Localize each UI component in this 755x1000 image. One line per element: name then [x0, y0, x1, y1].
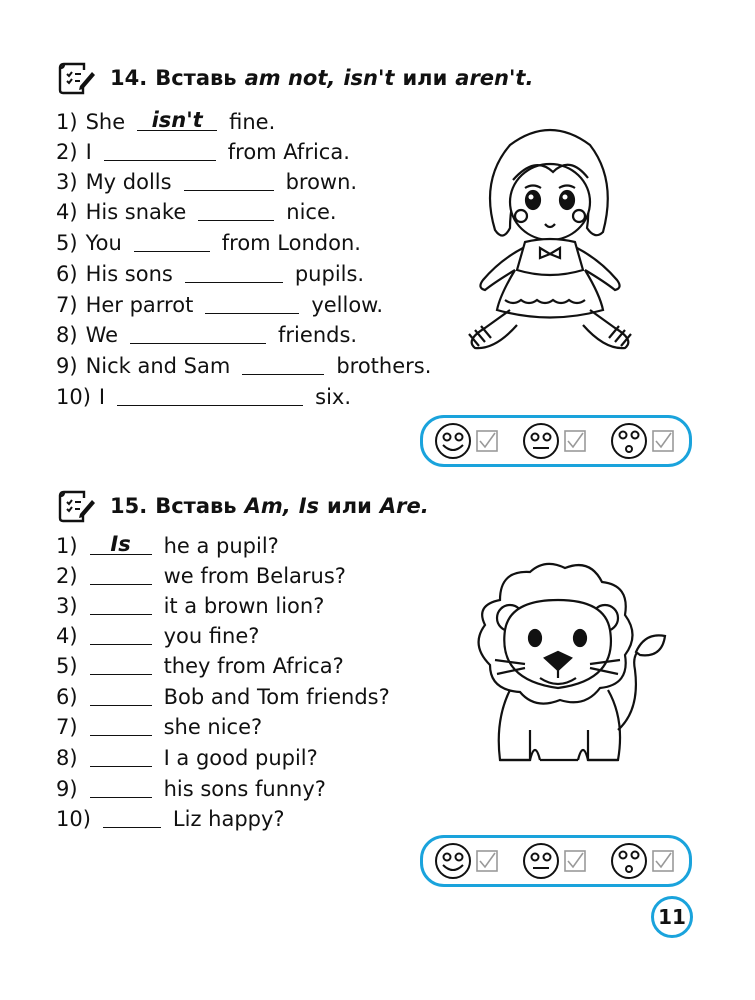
- sentence-end: pupils.: [294, 262, 365, 286]
- sentence-start: We: [85, 323, 119, 347]
- line-number: 3): [56, 170, 78, 194]
- exercise-15-heading: [58, 488, 429, 524]
- sentence-start: I: [85, 140, 92, 164]
- answer-blank[interactable]: [90, 594, 152, 615]
- option-isnt: isn't: [343, 66, 395, 90]
- sentence-end: he a pupil?: [163, 534, 279, 558]
- sentence-end: brothers.: [336, 354, 432, 378]
- connector-word: или: [327, 494, 372, 518]
- exercise-line: [56, 262, 364, 286]
- connector-word: или: [402, 66, 448, 90]
- sentence-end: they from Africa?: [163, 654, 344, 678]
- exercise-line: [56, 777, 326, 801]
- line-number: 7): [56, 715, 78, 739]
- option-arent: aren't.: [455, 66, 534, 90]
- sentence-end: we from Belarus?: [163, 564, 346, 588]
- instruction-word: Вставь: [155, 494, 237, 518]
- exercise-line: [56, 110, 275, 134]
- sentence-end: from London.: [221, 231, 361, 255]
- sentence-end: from Africa.: [227, 140, 350, 164]
- line-number: 10): [56, 807, 91, 831]
- sentence-start: His sons: [85, 262, 173, 286]
- line-number: 1): [56, 110, 78, 134]
- answer-blank[interactable]: [130, 323, 266, 344]
- doll-illustration: [455, 120, 645, 350]
- exercise-line: [56, 354, 431, 378]
- sentence-end: nice.: [286, 200, 337, 224]
- sentence-end: six.: [315, 385, 352, 409]
- answer-blank[interactable]: [90, 624, 152, 645]
- exercise-line: [56, 293, 383, 317]
- sentence-start: Her parrot: [85, 293, 194, 317]
- sentence-end: I a good pupil?: [163, 746, 318, 770]
- exercise-line: [56, 654, 344, 678]
- answer-blank[interactable]: [185, 262, 283, 283]
- sentence-start: Nick and Sam: [85, 354, 231, 378]
- sentence-end: you fine?: [163, 624, 260, 648]
- answer-blank[interactable]: [134, 231, 210, 252]
- option-is: Is: [298, 494, 320, 518]
- line-number: 4): [56, 200, 78, 224]
- exercise-number: 14.: [110, 66, 148, 90]
- self-assessment-box-2: [420, 835, 692, 887]
- line-number: 4): [56, 624, 78, 648]
- exercise-line: [56, 715, 262, 739]
- answer-blank[interactable]: [198, 200, 274, 221]
- line-number: 6): [56, 685, 78, 709]
- line-number: 9): [56, 777, 78, 801]
- happy-face-icon: [436, 424, 470, 458]
- answer-blank[interactable]: [103, 807, 161, 828]
- answer-blank[interactable]: [137, 110, 217, 131]
- sentence-end: Bob and Tom friends?: [163, 685, 390, 709]
- sentence-end: fine.: [229, 110, 276, 134]
- sentence-start: My dolls: [85, 170, 172, 194]
- exercise-line: [56, 231, 361, 255]
- sentence-start: She: [85, 110, 126, 134]
- answer-blank[interactable]: [184, 170, 274, 191]
- line-number: 8): [56, 746, 78, 770]
- line-number: 1): [56, 534, 78, 558]
- answer-blank[interactable]: [117, 385, 303, 406]
- exercise-number: 15.: [110, 494, 148, 518]
- line-number: 10): [56, 385, 91, 409]
- line-number: 8): [56, 323, 78, 347]
- option-are: Are.: [379, 494, 429, 518]
- exercise-line: [56, 534, 279, 558]
- neutral-face-icon: [524, 424, 558, 458]
- answer-blank[interactable]: [90, 564, 152, 585]
- answer-blank[interactable]: [242, 354, 324, 375]
- exercise-line: [56, 200, 337, 224]
- confused-face-icon: [612, 844, 646, 878]
- answer-blank[interactable]: [90, 746, 152, 767]
- sentence-end: his sons funny?: [163, 777, 326, 801]
- exercise-line: [56, 807, 285, 831]
- answer-blank[interactable]: [90, 534, 152, 555]
- option-am: Am,: [244, 494, 291, 518]
- sentence-end: yellow.: [311, 293, 384, 317]
- sentence-end: Liz happy?: [172, 807, 285, 831]
- line-number: 2): [56, 564, 78, 588]
- answer-blank[interactable]: [90, 715, 152, 736]
- line-number: 9): [56, 354, 78, 378]
- line-number: 2): [56, 140, 78, 164]
- page-number: 11: [651, 896, 693, 938]
- line-number: 5): [56, 231, 78, 255]
- answer-blank[interactable]: [104, 140, 216, 161]
- sentence-end: it a brown lion?: [163, 594, 325, 618]
- instruction-word: Вставь: [155, 66, 237, 90]
- exercise-line: [56, 594, 324, 618]
- exercise-line: [56, 323, 357, 347]
- exercise-line: [56, 170, 357, 194]
- exercise-line: [56, 685, 390, 709]
- sentence-start: You: [85, 231, 122, 255]
- sentence-start: His snake: [85, 200, 187, 224]
- exercise-line: [56, 564, 346, 588]
- exercise-line: [56, 624, 259, 648]
- confused-face-icon: [612, 424, 646, 458]
- exercise-line: [56, 385, 351, 409]
- lion-illustration: [440, 560, 680, 780]
- sentence-end: she nice?: [163, 715, 263, 739]
- self-assessment-box-1: [420, 415, 692, 467]
- line-number: 3): [56, 594, 78, 618]
- answer-blank[interactable]: [205, 293, 299, 314]
- answer-text: Is: [110, 532, 131, 556]
- answer-blank[interactable]: [90, 777, 152, 798]
- answer-blank[interactable]: [90, 685, 152, 706]
- notepad-pencil-icon: [58, 488, 96, 524]
- line-number: 7): [56, 293, 78, 317]
- neutral-face-icon: [524, 844, 558, 878]
- line-number: 6): [56, 262, 78, 286]
- happy-face-icon: [436, 844, 470, 878]
- sentence-end: friends.: [278, 323, 358, 347]
- answer-blank[interactable]: [90, 654, 152, 675]
- sentence-end: brown.: [285, 170, 358, 194]
- answer-text: isn't: [151, 108, 203, 132]
- sentence-start: I: [98, 385, 106, 409]
- exercise-14-heading: [58, 60, 533, 96]
- line-number: 5): [56, 654, 78, 678]
- exercise-line: [56, 746, 318, 770]
- option-am-not: am not,: [244, 66, 336, 90]
- notepad-pencil-icon: [58, 60, 96, 96]
- exercise-line: [56, 140, 350, 164]
